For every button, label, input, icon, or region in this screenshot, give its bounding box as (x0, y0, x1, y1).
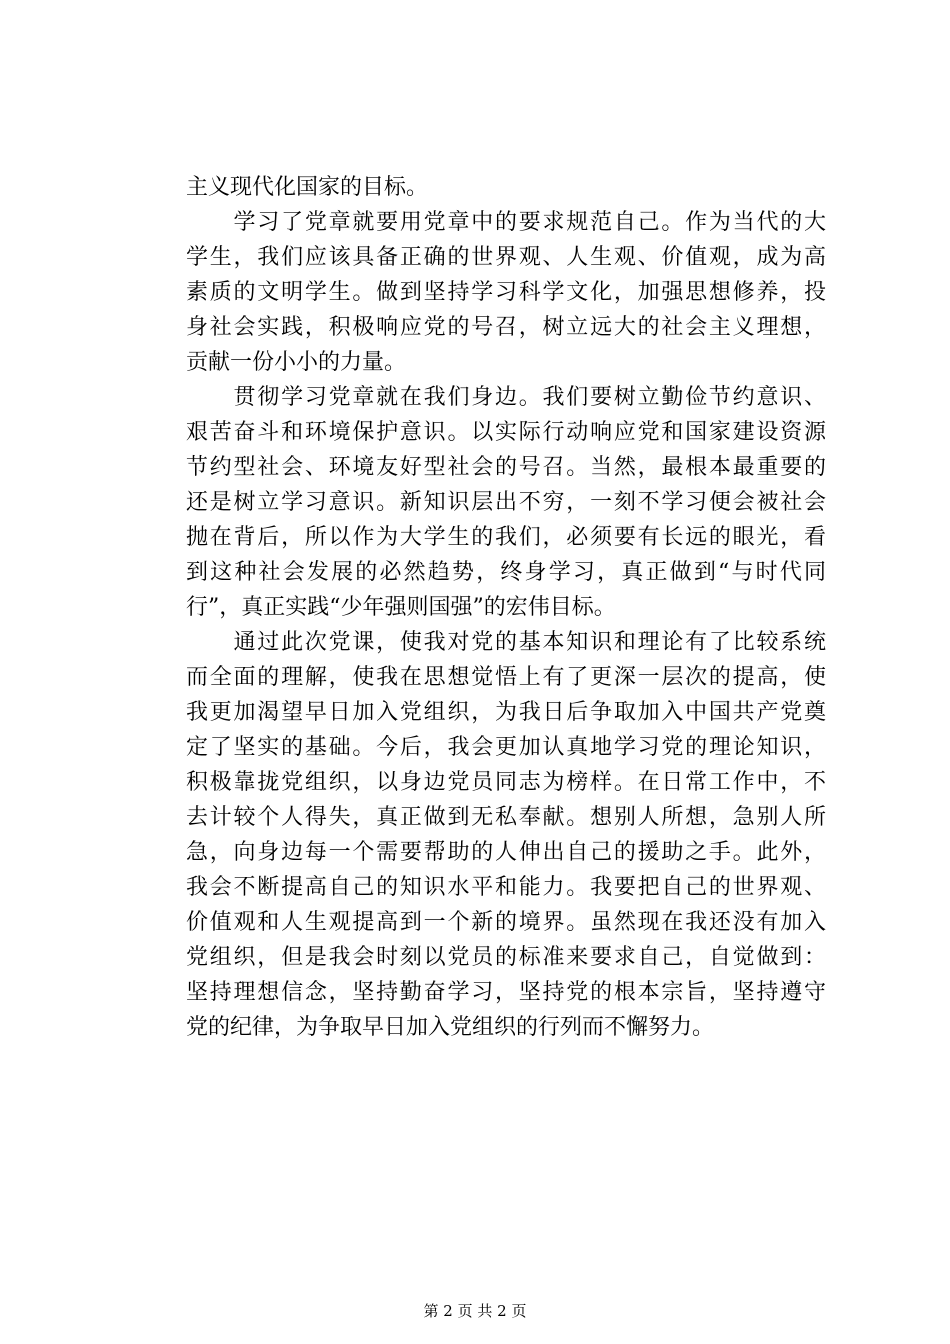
text-line: 主义现代化国家的目标。 (186, 175, 429, 200)
text-line: 艰苦奋斗和环境保护意识。以实际行动响应党和国家建设资源 (186, 420, 826, 445)
text-line: 去计较个人得失，真正做到无私奉献。想别人所想，急别人所 (186, 805, 826, 830)
text-line: 而全面的理解，使我在思想觉悟上有了更深一层次的提高，使 (186, 665, 826, 690)
text-line: 党的纪律，为争取早日加入党组织的行列而不懈努力。 (186, 1015, 715, 1040)
text-line: 贯彻学习党章就在我们身边。我们要树立勤俭节约意识、 (186, 385, 826, 410)
text-line: 到这种社会发展的必然趋势，终身学习，真正做到“与时代同 (186, 560, 826, 585)
text-line: 价值观和人生观提高到一个新的境界。虽然现在我还没有加入 (186, 910, 826, 935)
text-line: 节约型社会、环境友好型社会的号召。当然，最根本最重要的 (186, 455, 826, 480)
text-line: 我更加渴望早日加入党组织，为我日后争取加入中国共产党奠 (186, 700, 826, 725)
text-line: 定了坚实的基础。今后，我会更加认真地学习党的理论知识， (186, 735, 826, 760)
text-line: 行”，真正实践“少年强则国强”的宏伟目标。 (186, 595, 616, 620)
text-line: 积极靠拢党组织，以身边党员同志为榜样。在日常工作中，不 (186, 770, 826, 795)
text-line: 急，向身边每一个需要帮助的人伸出自己的援助之手。此外， (186, 840, 826, 865)
text-line: 素质的文明学生。做到坚持学习科学文化，加强思想修养，投 (186, 280, 826, 305)
document-body (186, 170, 826, 1045)
text-line: 贡献一份小小的力量。 (186, 350, 407, 375)
text-line: 党组织，但是我会时刻以党员的标准来要求自己，自觉做到： (186, 945, 826, 970)
text-line: 通过此次党课，使我对党的基本知识和理论有了比较系统 (186, 630, 826, 655)
text-line: 学习了党章就要用党章中的要求规范自己。作为当代的大 (186, 210, 826, 235)
text-line: 抛在背后，所以作为大学生的我们，必须要有长远的眼光，看 (186, 525, 826, 550)
text-line: 还是树立学习意识。新知识层出不穷，一刻不学习便会被社会 (186, 490, 826, 515)
page-footer: 第 2 页 共 2 页 (423, 1302, 527, 1320)
text-line: 学生，我们应该具备正确的世界观、人生观、价值观，成为高 (186, 245, 826, 270)
text-line: 坚持理想信念，坚持勤奋学习，坚持党的根本宗旨，坚持遵守 (186, 980, 826, 1005)
text-line: 身社会实践，积极响应党的号召，树立远大的社会主义理想， (186, 315, 826, 340)
text-line: 我会不断提高自己的知识水平和能力。我要把自己的世界观、 (186, 875, 826, 900)
